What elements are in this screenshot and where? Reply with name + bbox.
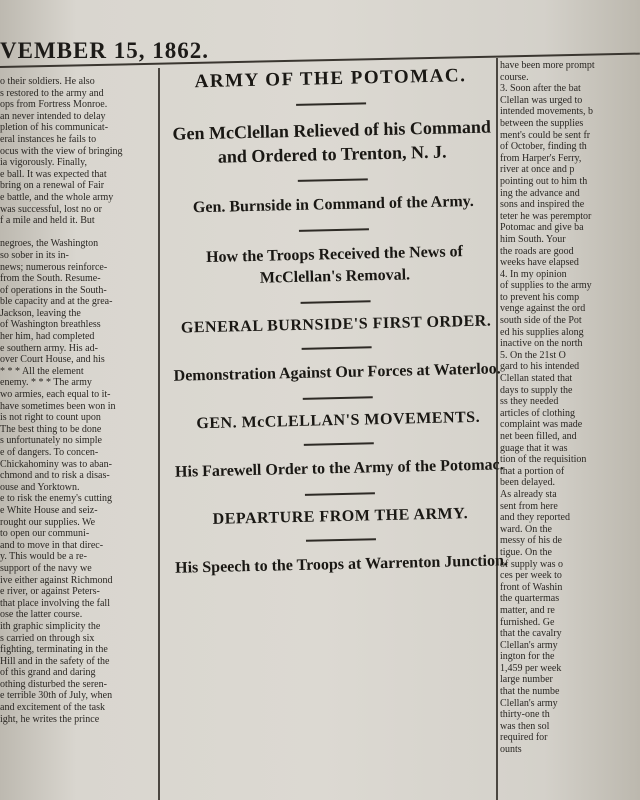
headline-separator xyxy=(301,300,371,304)
headline-departure-from-army: DEPARTURE FROM THE ARMY. xyxy=(212,505,469,528)
column-text-line: ose the latter course. xyxy=(0,609,83,621)
column-text-line: e ball. It was expected that xyxy=(0,168,107,180)
headline-separator xyxy=(299,228,369,232)
column-text-line: of operations in the South- xyxy=(0,284,107,296)
column-text-line: ed his supplies along xyxy=(500,326,584,338)
column-text-line: furnished. Ge xyxy=(500,616,555,628)
column-text-line: of supply was o xyxy=(500,558,564,570)
column-text-line: s carried on through six xyxy=(0,632,95,644)
column-text-line: wo armies, each equal to it- xyxy=(0,389,111,401)
column-text-line: e battle, and the whole army xyxy=(0,191,114,203)
column-text-line: As already sta xyxy=(500,488,557,500)
dateline: VEMBER 15, 1862. xyxy=(0,38,209,63)
column-text-line: venge against the ord xyxy=(500,303,586,315)
column-text-line: Clellan stated that xyxy=(500,373,573,385)
column-text-line: fighting, terminating in the xyxy=(0,644,108,656)
column-text-line: of October, finding th xyxy=(500,141,587,153)
column-text-line: pletion of his communicat- xyxy=(0,122,109,134)
column-text-line: Potomac and give ba xyxy=(500,222,584,234)
column-text-line: chmond and to risk a disas- xyxy=(0,470,110,482)
column-text-line: gard to his intended xyxy=(500,361,580,373)
column-text-line: between the supplies xyxy=(500,117,584,129)
column-text-line: support of the navy we xyxy=(0,562,92,574)
column-text-line: teter he was peremptor xyxy=(500,210,592,222)
left-column-rule xyxy=(158,68,160,800)
column-text-line: e southern army. His ad- xyxy=(0,342,98,354)
column-text-line: ment's could be sent fr xyxy=(500,129,591,141)
column-text-line: river at once and p xyxy=(500,164,575,176)
headline-mcclellan-movements: GEN. McCLELLAN'S MOVEMENTS. xyxy=(196,408,481,433)
column-text-line: ia vigorously. Finally, xyxy=(0,157,88,169)
headline-farewell-order: His Farewell Order to the Army of the Potomac. xyxy=(174,456,504,481)
column-text-line: rought our supplies. We xyxy=(0,516,96,528)
column-text-line: tion of the requisition xyxy=(500,454,587,466)
column-text-line: was successful, lost no or xyxy=(0,203,102,215)
column-text-line: o their soldiers. He also xyxy=(0,76,95,87)
column-text-line: thirty-one th xyxy=(500,709,550,721)
column-text-line: enemy. * * * The army xyxy=(0,377,92,389)
column-text-line xyxy=(0,227,158,239)
column-text-line: the roads are good xyxy=(500,245,574,257)
column-text-line: over Court House, and his xyxy=(0,354,105,366)
column-text-line: ble capacity and at the grea- xyxy=(0,296,113,308)
headline-separator xyxy=(305,492,375,496)
column-text-line: 3. Soon after the bat xyxy=(500,83,581,95)
column-text-line: that a portion of xyxy=(500,465,565,477)
column-text-line: ounts xyxy=(500,744,522,756)
column-text-line: of this grand and daring xyxy=(0,667,96,679)
headline-speech-warrenton: His Speech to the Troops at Warrenton Junction. xyxy=(174,552,509,577)
column-text-line: an never intended to delay xyxy=(0,110,106,122)
left-column xyxy=(0,76,158,800)
column-text-line: net been filled, and xyxy=(500,431,577,442)
column-text-line: days to supply the xyxy=(500,384,573,396)
column-text-line: e White House and seiz- xyxy=(0,504,98,516)
column-text-line: to prevent his comp xyxy=(500,291,580,303)
column-text-line: inactive on the north xyxy=(500,338,583,350)
column-text-line: pointing out to him th xyxy=(500,175,588,187)
headline-stack xyxy=(160,50,517,800)
column-text-line: that the numbe xyxy=(500,686,560,698)
headline-mcclellan-relieved: Gen McClellan Relieved of his Command and Ordered to Trenton, N. J. xyxy=(172,116,492,167)
column-text-line: intended movements, b xyxy=(500,106,594,118)
headline-separator xyxy=(298,178,368,182)
column-text-line: from the South. Resume- xyxy=(0,273,101,285)
right-column xyxy=(500,60,640,800)
column-text-line: been delayed. xyxy=(500,477,555,489)
column-text-line: news; numerous reinforce- xyxy=(0,261,108,273)
column-text-line: of Washington breathless xyxy=(0,319,101,331)
column-text-line: e river, or against Peters- xyxy=(0,586,100,598)
column-text-line: Jackson, leaving the xyxy=(0,307,81,319)
column-text-line: eral instances he fails to xyxy=(0,133,97,145)
column-text-line: negroes, the Washington xyxy=(0,238,99,250)
column-text-line: her him, had completed xyxy=(0,331,95,343)
headline-army-of-the-potomac: ARMY OF THE POTOMAC. xyxy=(194,65,467,93)
column-text-line: e terrible 30th of July, when xyxy=(0,690,113,702)
headline-separator xyxy=(306,538,376,542)
headline-separator xyxy=(296,102,366,106)
headline-burnside-first-order: GENERAL BURNSIDE'S FIRST ORDER. xyxy=(180,312,492,337)
column-text-line: 5. On the 21st O xyxy=(500,349,566,361)
column-text-line: othing disturbed the seren- xyxy=(0,678,107,690)
column-text-line: of supplies to the army xyxy=(500,280,592,292)
column-text-line: course. xyxy=(500,71,529,83)
column-text-line: matter, and re xyxy=(500,604,555,616)
column-text-line: y. This would be a re- xyxy=(0,551,87,563)
column-text-line: e of dangers. To concen- xyxy=(0,447,99,458)
column-text-line: Chickahominy was to aban- xyxy=(0,458,112,470)
column-text-line: so sober in its in- xyxy=(0,249,69,261)
headline-troops-received-news: How the Troops Received the News of McClellan's Removal. xyxy=(205,243,464,287)
column-text-line: * * * All the element xyxy=(0,365,84,377)
column-text-line: ss they needed xyxy=(500,396,559,408)
column-text-line: Clellan was urged to xyxy=(500,94,583,106)
column-text-line: and excitement of the task xyxy=(0,702,105,714)
headline-burnside-in-command: Gen. Burnside in Command of the Army. xyxy=(192,192,474,217)
column-text-line: that place involving the fall xyxy=(0,597,110,609)
column-text-line: weeks have elapsed xyxy=(500,257,579,269)
column-text-line: messy of his de xyxy=(500,535,562,547)
column-text-line: 4. In my opinion xyxy=(500,268,567,280)
column-text-line: have been more prompt xyxy=(500,60,595,71)
column-text-line: front of Washin xyxy=(500,581,563,593)
column-text-line: required for xyxy=(500,732,548,744)
column-text-line: was then sol xyxy=(500,720,550,732)
column-text-line: guage that it was xyxy=(500,442,568,454)
column-text-line: is not right to count upon xyxy=(0,412,101,424)
column-text-line: south side of the Pot xyxy=(500,315,582,327)
column-text-line: Hill and in the safety of the xyxy=(0,655,110,667)
column-text-line: ouse and Yorktown. xyxy=(0,481,80,493)
column-text-line: ight, he writes the prince xyxy=(0,713,100,725)
column-text-line: The best thing to be done xyxy=(0,423,102,435)
column-text-line: ington for the xyxy=(500,651,555,663)
column-text-line: Clellan's army xyxy=(500,639,558,651)
headline-separator xyxy=(304,442,374,446)
headline-separator xyxy=(302,346,372,350)
column-text-line: ward. On the xyxy=(500,523,552,535)
column-text-line: ocus with the view of bringing xyxy=(0,145,123,157)
headline-demonstration-waterloo: Demonstration Against Our Forces at Waterloo. xyxy=(173,360,501,385)
column-text-line: s restored to the army and xyxy=(0,87,104,99)
column-text-line: to open our communi- xyxy=(0,528,90,540)
column-text-line: and they reported xyxy=(500,512,570,524)
column-text-line: f a mile and held it. But xyxy=(0,215,95,227)
column-text-line: the quartermas xyxy=(500,593,560,605)
column-text-line: ing the advance and xyxy=(500,187,580,199)
column-text-line: Clellan's army xyxy=(500,697,558,709)
column-text-line: sent from here xyxy=(500,500,558,512)
column-text-line: large number xyxy=(500,674,553,686)
column-text-line: ive either against Richmond xyxy=(0,574,113,586)
column-text-line: him South. Your xyxy=(500,233,566,245)
column-text-line: and to move in that direc- xyxy=(0,539,104,551)
column-text-line: s unfortunately no simple xyxy=(0,435,102,447)
column-text-line: ith graphic simplicity the xyxy=(0,620,101,632)
column-text-line: ces per week to xyxy=(500,570,562,582)
column-text-line: sons and inspired the xyxy=(500,199,585,211)
column-text-line: have sometimes been won in xyxy=(0,400,116,412)
column-text-line: complaint was made xyxy=(500,419,583,431)
column-text-line: from Harper's Ferry, xyxy=(500,152,582,164)
column-text-line: articles of clothing xyxy=(500,407,575,419)
column-text-line: e to risk the enemy's cutting xyxy=(0,493,113,505)
column-text-line: 1,459 per week xyxy=(500,662,562,674)
column-text-line: ops from Fortress Monroe. xyxy=(0,99,108,111)
column-text-line: bring on a renewal of Fair xyxy=(0,180,105,192)
headline-separator xyxy=(303,396,373,400)
column-text-line: that the cavalry xyxy=(500,628,562,640)
column-text-line: tigue. On the xyxy=(500,546,552,558)
